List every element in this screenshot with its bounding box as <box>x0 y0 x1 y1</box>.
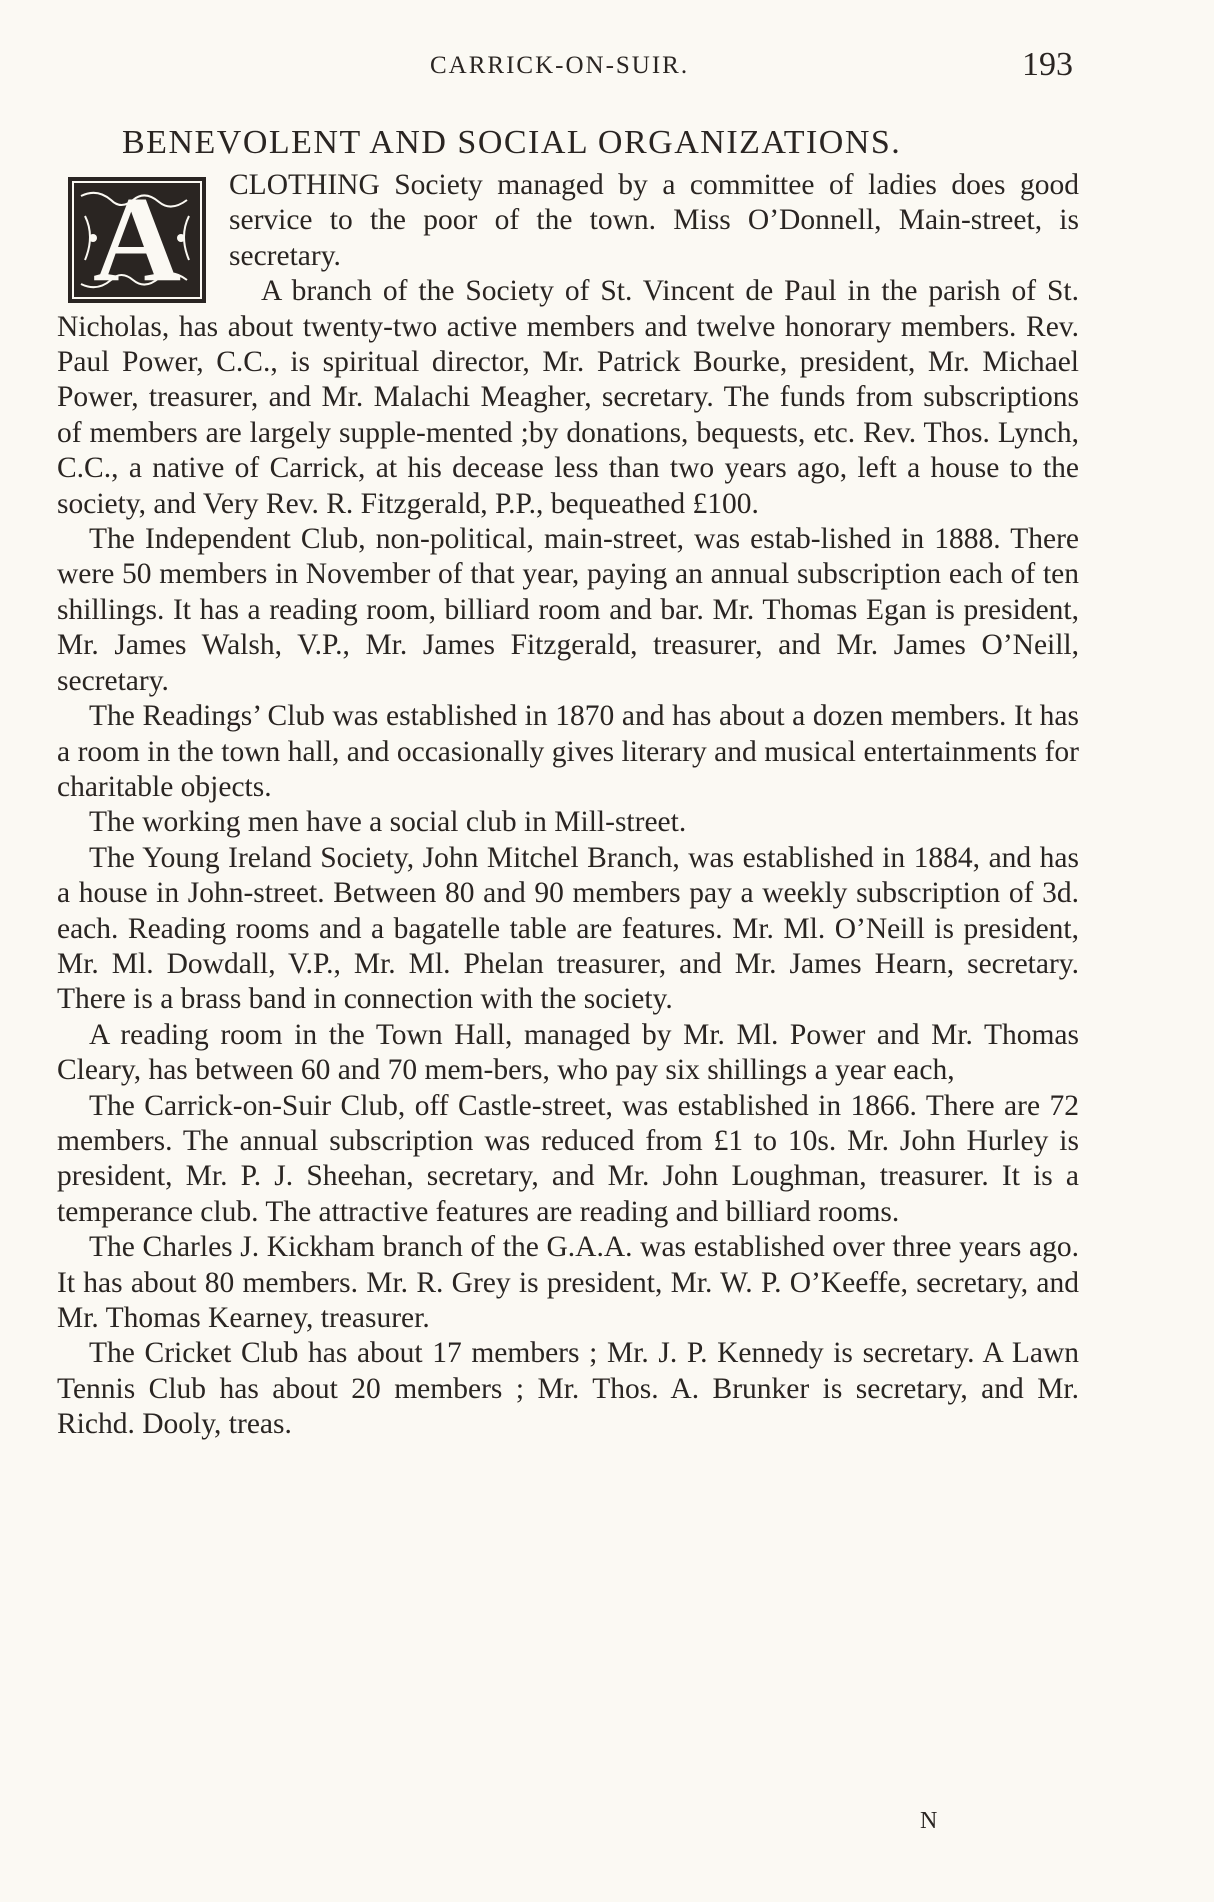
running-head <box>0 46 1214 86</box>
signature-mark: N <box>920 1808 939 1834</box>
paragraph-young-ireland-society: The Young Ireland Society, John Mitchel Branch, was established in 1884, and has a house in John-street. Between 80 and 90 members pay a weekly subscription of 3d. each. Reading rooms and a bagatelle table are features. Mr. Ml. O’Neill is president, Mr. Ml. Dowdall, V.P., Mr. Ml. Phelan treasurer, and Mr. James Hearn, secretary. There is a brass band in connection with the society. <box>57 841 1079 1016</box>
section-heading: BENEVOLENT AND SOCIAL ORGANIZATIONS. <box>122 124 902 161</box>
paragraph-readings-club: The Readings’ Club was established in 1870 and has about a dozen members. It has a room in the town hall, and occasionally gives literary and musical entertainments for charitable objects. <box>57 700 1079 803</box>
paragraph-carrick-on-suir-club: The Carrick-on-Suir Club, off Castle-street, was established in 1866. There are 72 members. The annual subscription was reduced from £1 to 10s. Mr. John Hurley is president, Mr. P. J. Sheehan, secretary, and Mr. John Loughman, treasurer. It is a temperance club. The attractive features are reading and billiard rooms. <box>57 1089 1079 1228</box>
paragraph-clothing-society: CLOTHING Society managed by a committee of ladies does good service to the poor of the town. Miss O’Donnell, Main-street, is secretary. <box>229 169 1079 272</box>
page-number: 193 <box>1022 46 1073 83</box>
paragraph-town-hall-reading-room: A reading room in the Town Hall, managed by Mr. Ml. Power and Mr. Thomas Cleary, has between 60 and 70 mem-bers, who pay six shillings a year each, <box>57 1018 1079 1087</box>
paragraph-working-men-club: The working men have a social club in Mill-street. <box>89 806 687 839</box>
drop-cap-letter: A <box>92 172 182 307</box>
ornamental-drop-cap <box>67 172 207 307</box>
paragraph-independent-club: The Independent Club, non-political, main-street, was estab-lished in 1888. There were 50 members in November of that year, paying an annual subscription each of ten shillings. It has a reading room, billiard room and bar. Mr. Thomas Egan is president, Mr. James Walsh, V.P., Mr. James Fitzgerald, treasurer, and Mr. James O’Neill, secretary. <box>57 523 1079 697</box>
running-title: CARRICK-ON-SUIR. <box>430 52 690 79</box>
body-text <box>57 168 1079 1443</box>
paragraph-cricket-tennis: The Cricket Club has about 17 members ; Mr. J. P. Kennedy is secretary. A Lawn Tennis Club has about 20 members ; Mr. Thos. A. Brunker is secretary, and Mr. Richd. Dooly, treas. <box>57 1337 1079 1441</box>
paragraph-kickham-gaa: The Charles J. Kickham branch of the G.A.A. was established over three years ago. It has about 80 members. Mr. R. Grey is president, Mr. W. P. O’Keeffe, secretary, and Mr. Thomas Kearney, treasurer. <box>57 1231 1079 1334</box>
paragraph-st-vincent-de-paul: A branch of the Society of St. Vincent de Paul in the parish of St. Nicholas, has about twenty-two active members and twelve honorary members. Rev. Paul Power, C.C., is spiritual director, Mr. Patrick Bourke, president, Mr. Michael Power, treasurer, and Mr. Malachi Meagher, secretary. The funds from subscriptions of members are largely supple-mented ;by donations, bequests, etc. Rev. Thos. Lynch, C.C., a native of Carrick, at his decease less than two years ago, left a house to the society, and Very Rev. R. Fitzgerald, P.P., bequeathed £100. <box>57 275 1079 520</box>
